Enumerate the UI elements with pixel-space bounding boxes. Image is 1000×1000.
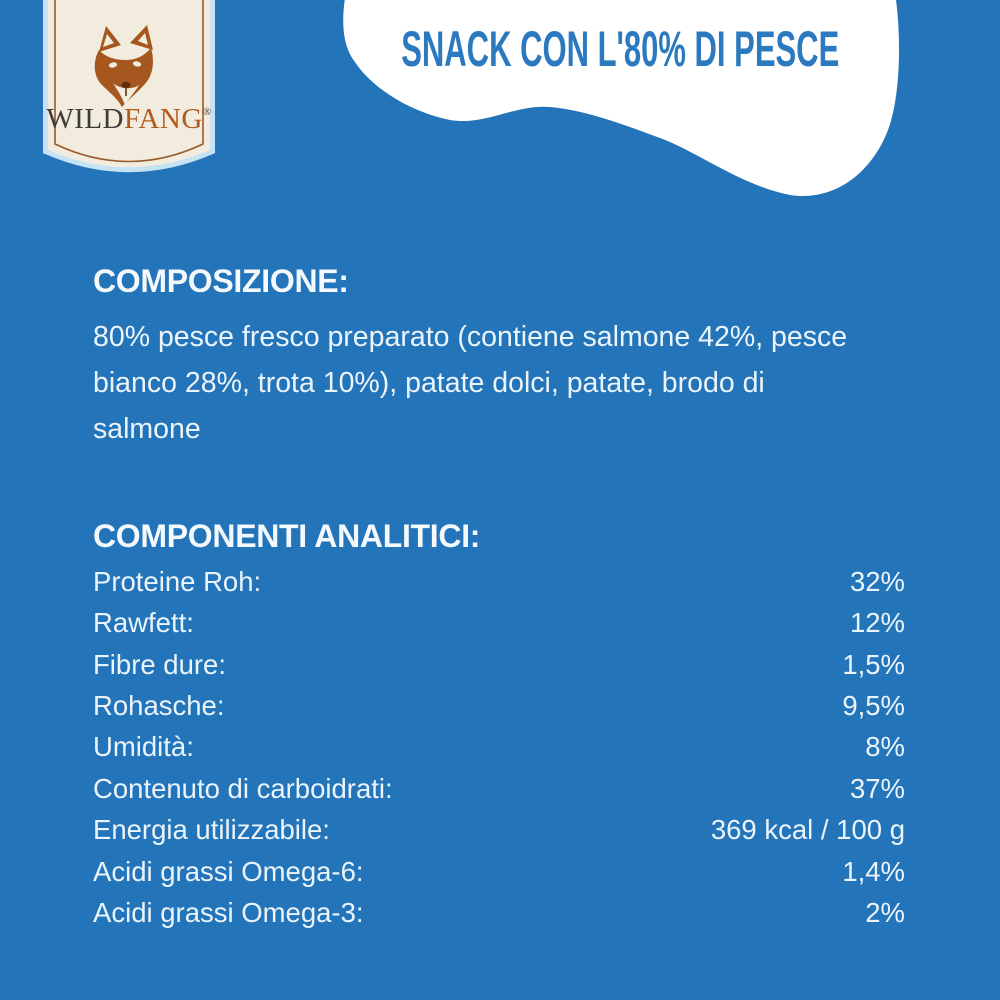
table-row: [93, 602, 905, 643]
row-value: 8%: [865, 731, 905, 763]
row-label: Contenuto di carboidrati:: [93, 772, 393, 804]
row-label: Rawfett:: [93, 607, 194, 639]
row-value: 32%: [849, 565, 905, 597]
page-title: [340, 20, 900, 78]
row-value: 1,4%: [842, 855, 905, 887]
table-row: [93, 893, 905, 934]
composition-text: [93, 314, 847, 452]
row-value: 2%: [865, 897, 905, 929]
composition-line-2: bianco 28%, trota 10%), patate dolci, patate, brodo di: [93, 367, 765, 399]
composition-line-1: 80% pesce fresco preparato (contiene salmone 42%, pesce: [93, 321, 848, 353]
row-label: Acidi grassi Omega-3:: [93, 897, 364, 929]
table-row: [93, 851, 905, 892]
analysis-heading: COMPONENTI ANALITICI:: [93, 518, 481, 554]
brand-word-wild: WILD: [46, 103, 125, 135]
analysis-table: [93, 561, 905, 934]
brand-wordmark: [46, 103, 211, 135]
registered-mark: ®: [202, 106, 212, 118]
row-label: Proteine Roh:: [93, 565, 262, 597]
row-label: Umidità:: [93, 731, 194, 763]
page-title-text: SNACK CON L'80% DI PESCE: [400, 21, 840, 77]
row-label: Acidi grassi Omega-6:: [93, 855, 364, 887]
row-value: 369 kcal / 100 g: [710, 814, 905, 846]
brand-badge: [41, 0, 217, 192]
table-row: [93, 561, 905, 602]
row-value: 12%: [849, 607, 905, 639]
row-label: Fibre dure:: [93, 648, 226, 680]
row-label: Rohasche:: [93, 690, 225, 722]
table-row: [93, 727, 905, 768]
row-value: 37%: [849, 772, 905, 804]
table-row: [93, 810, 905, 851]
row-label: Energia utilizzabile:: [93, 814, 330, 846]
table-row: [93, 685, 905, 726]
row-value: 1,5%: [842, 648, 905, 680]
composition-heading: COMPOSIZIONE:: [93, 263, 349, 299]
brand-word-fang: FANG: [124, 103, 203, 135]
row-value: 9,5%: [842, 690, 905, 722]
table-row: [93, 644, 905, 685]
composition-line-3: salmone: [93, 413, 201, 445]
table-row: [93, 768, 905, 809]
